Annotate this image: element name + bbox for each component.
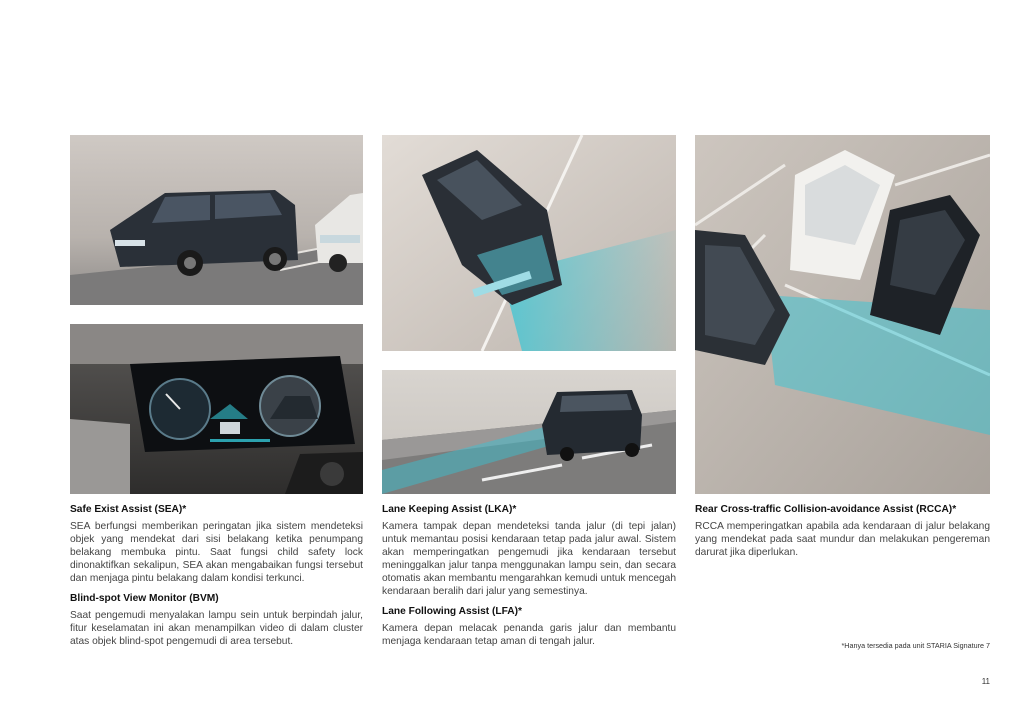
lka-photo (382, 135, 676, 351)
rcca-title: Rear Cross-traffic Collision-avoidance Assist (RCCA)* (695, 504, 957, 515)
column-middle (382, 503, 676, 655)
column-left (70, 503, 363, 655)
sea-body: SEA berfungsi memberikan peringatan jika sistem mendeteksi objek yang mendekat dari sisi belakang ketika penumpang belakang membuka pintu. Saat fungsi child safety lock dinonaktifkan sekalipun, SEA akan mengabaikan fungsi tersebut dan menjaga pintu belakang dalam kondisi terkunci. (70, 521, 363, 584)
bvm-body: Saat pengemudi menyalakan lampu sein untuk berpindah jalur, fitur keselamatan ini akan menampilkan video di dalam cluster atas objek blind-spot pengemudi di area tersebut. (70, 610, 363, 647)
sea-photo (70, 135, 363, 305)
bvm-dashboard-photo (70, 324, 363, 494)
footnote: *Hanya tersedia pada unit STARIA Signature 7 (841, 641, 990, 650)
rcca-photo (695, 135, 990, 494)
lfa-body: Kamera depan melacak penanda garis jalur dan membantu menjaga kendaraan tetap aman di tengah jalur. (382, 623, 676, 647)
lfa-photo (382, 370, 676, 494)
rcca-body: RCCA memperingatkan apabila ada kendaraan di jalur belakang yang mendekat pada saat mundur dan melakukan pengereman darurat jika diperlukan. (695, 521, 990, 558)
page-number: 11 (981, 677, 990, 686)
lka-body: Kamera tampak depan mendeteksi tanda jalur (di tepi jalan) untuk memantau posisi kendaraan tetap pada jalur awal. Sistem akan memperingatkan pengemudi jika kendaraan tersebut meninggalkan jalur tanpa menggunakan lampu sein, dan secara otomatis akan membantu mengarahkan kemudi untuk mencegah kendaraan beralih dari jalur yang semestinya. (382, 521, 676, 597)
bvm-title: Blind-spot View Monitor (BVM) (70, 593, 219, 604)
lka-title: Lane Keeping Assist (LKA)* (382, 504, 517, 515)
sea-title: Safe Exist Assist (SEA)* (70, 504, 187, 515)
column-right (695, 503, 990, 566)
lfa-title: Lane Following Assist (LFA)* (382, 606, 522, 617)
